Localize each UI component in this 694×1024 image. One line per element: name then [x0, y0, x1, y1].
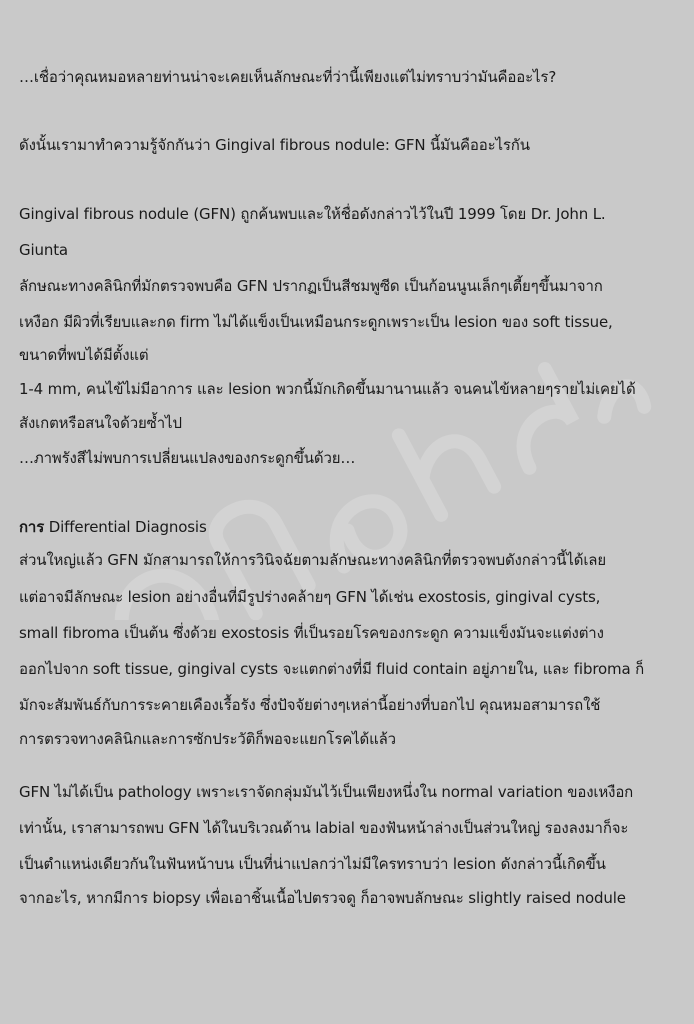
paragraph3-line: เท่านั้น, เราสามารถพบ GFN ได้ในบริเวณด้าน labial ของฟันหน้าล่างเป็นส่วนใหญ่ รองลงมาก็จะ	[19, 819, 629, 837]
differential-line: มักจะสัมพันธ์กับการระคายเคืองเรื้อรัง ซึ่งปัจจัยต่างๆเหล่านี้อย่างที่บอกไป คุณหมอสามารถใช้	[19, 696, 601, 714]
differential-heading-en: Differential Diagnosis	[44, 518, 207, 536]
intro-question: …เชื่อว่าคุณหมอหลายท่านน่าจะเคยเห็นลักษณะที่ว่านี้เพียงแต่ไม่ทราบว่ามันคืออะไร?	[19, 68, 557, 86]
paragraph3-line: จากอะไร, หากมีการ biopsy เพื่อเอาชิ้นเนื้อไปตรวจดู ก็อาจพบลักษณะ slightly raised nodule	[19, 889, 626, 907]
differential-heading-thai: การ	[19, 518, 45, 536]
intro-lead: ดังนั้นเรามาทำความรู้จักกันว่า Gingival fibrous nodule: GFN นี้มันคืออะไรกัน	[19, 136, 530, 154]
differential-heading	[19, 517, 207, 537]
paragraph1-line: สังเกตหรือสนใจด้วยซ้ำไป	[19, 414, 182, 432]
paragraph3-line: เป็นตำแหน่งเดียวกันในฟันหน้าบน เป็นที่น่าแปลกว่าไม่มีใครทราบว่า lesion ดังกล่าวนี้เกิดขึ้น	[19, 855, 606, 873]
differential-line: ส่วนใหญ่แล้ว GFN มักสามารถให้การวินิจฉัยตามลักษณะทางคลินิกที่ตรวจพบดังกล่าวนี้ได้เลย	[19, 551, 606, 569]
paragraph1-line: Giunta	[19, 241, 68, 259]
paragraph1-line: …ภาพรังสีไม่พบการเปลี่ยนแปลงของกระดูกขึ้นด้วย…	[19, 449, 356, 467]
paragraph1-line: ขนาดที่พบได้มีตั้งแต่	[19, 346, 149, 364]
paragraph1-line: Gingival fibrous nodule (GFN) ถูกค้นพบและให้ชื่อดังกล่าวไว้ในปี 1999 โดย Dr. John L.	[19, 205, 606, 223]
paragraph3-line: GFN ไม่ได้เป็น pathology เพราะเราจัดกลุ่มมันไว้เป็นเพียงหนึ่งใน normal variation ของเหงือก	[19, 783, 634, 801]
paragraph1-line: เหงือก มีผิวที่เรียบและกด firm ไม่ได้แข็งเป็นเหมือนกระดูกเพราะเป็น lesion ของ soft tissue,	[19, 313, 613, 331]
paragraph1-line: ลักษณะทางคลินิกที่มักตรวจพบคือ GFN ปรากฏเป็นสีชมพูซีด เป็นก้อนนูนเล็กๆเตี้ยๆขึ้นมาจาก	[19, 277, 603, 295]
watermark-graphic	[60, 360, 660, 620]
differential-line: แต่อาจมีลักษณะ lesion อย่างอื่นที่มีรูปร่างคล้ายๆ GFN ได้เช่น exostosis, gingival cysts,	[19, 588, 601, 606]
paragraph1-line: 1-4 mm, คนไข้ไม่มีอาการ และ lesion พวกนี้มักเกิดขึ้นมานานแล้ว จนคนไข้หลายๆรายไม่เคยได้	[19, 380, 636, 398]
differential-line: small fibroma เป็นต้น ซึ่งด้วย exostosis ที่เป็นรอยโรคของกระดูก ความแข็งมันจะแต่งต่าง	[19, 624, 604, 642]
differential-line: การตรวจทางคลินิกและการซักประวัติก็พอจะแยกโรคได้แล้ว	[19, 730, 396, 748]
differential-line: ออกไปจาก soft tissue, gingival cysts จะแตกต่างที่มี fluid contain อยู่ภายใน, และ fibroma ก็	[19, 660, 645, 678]
